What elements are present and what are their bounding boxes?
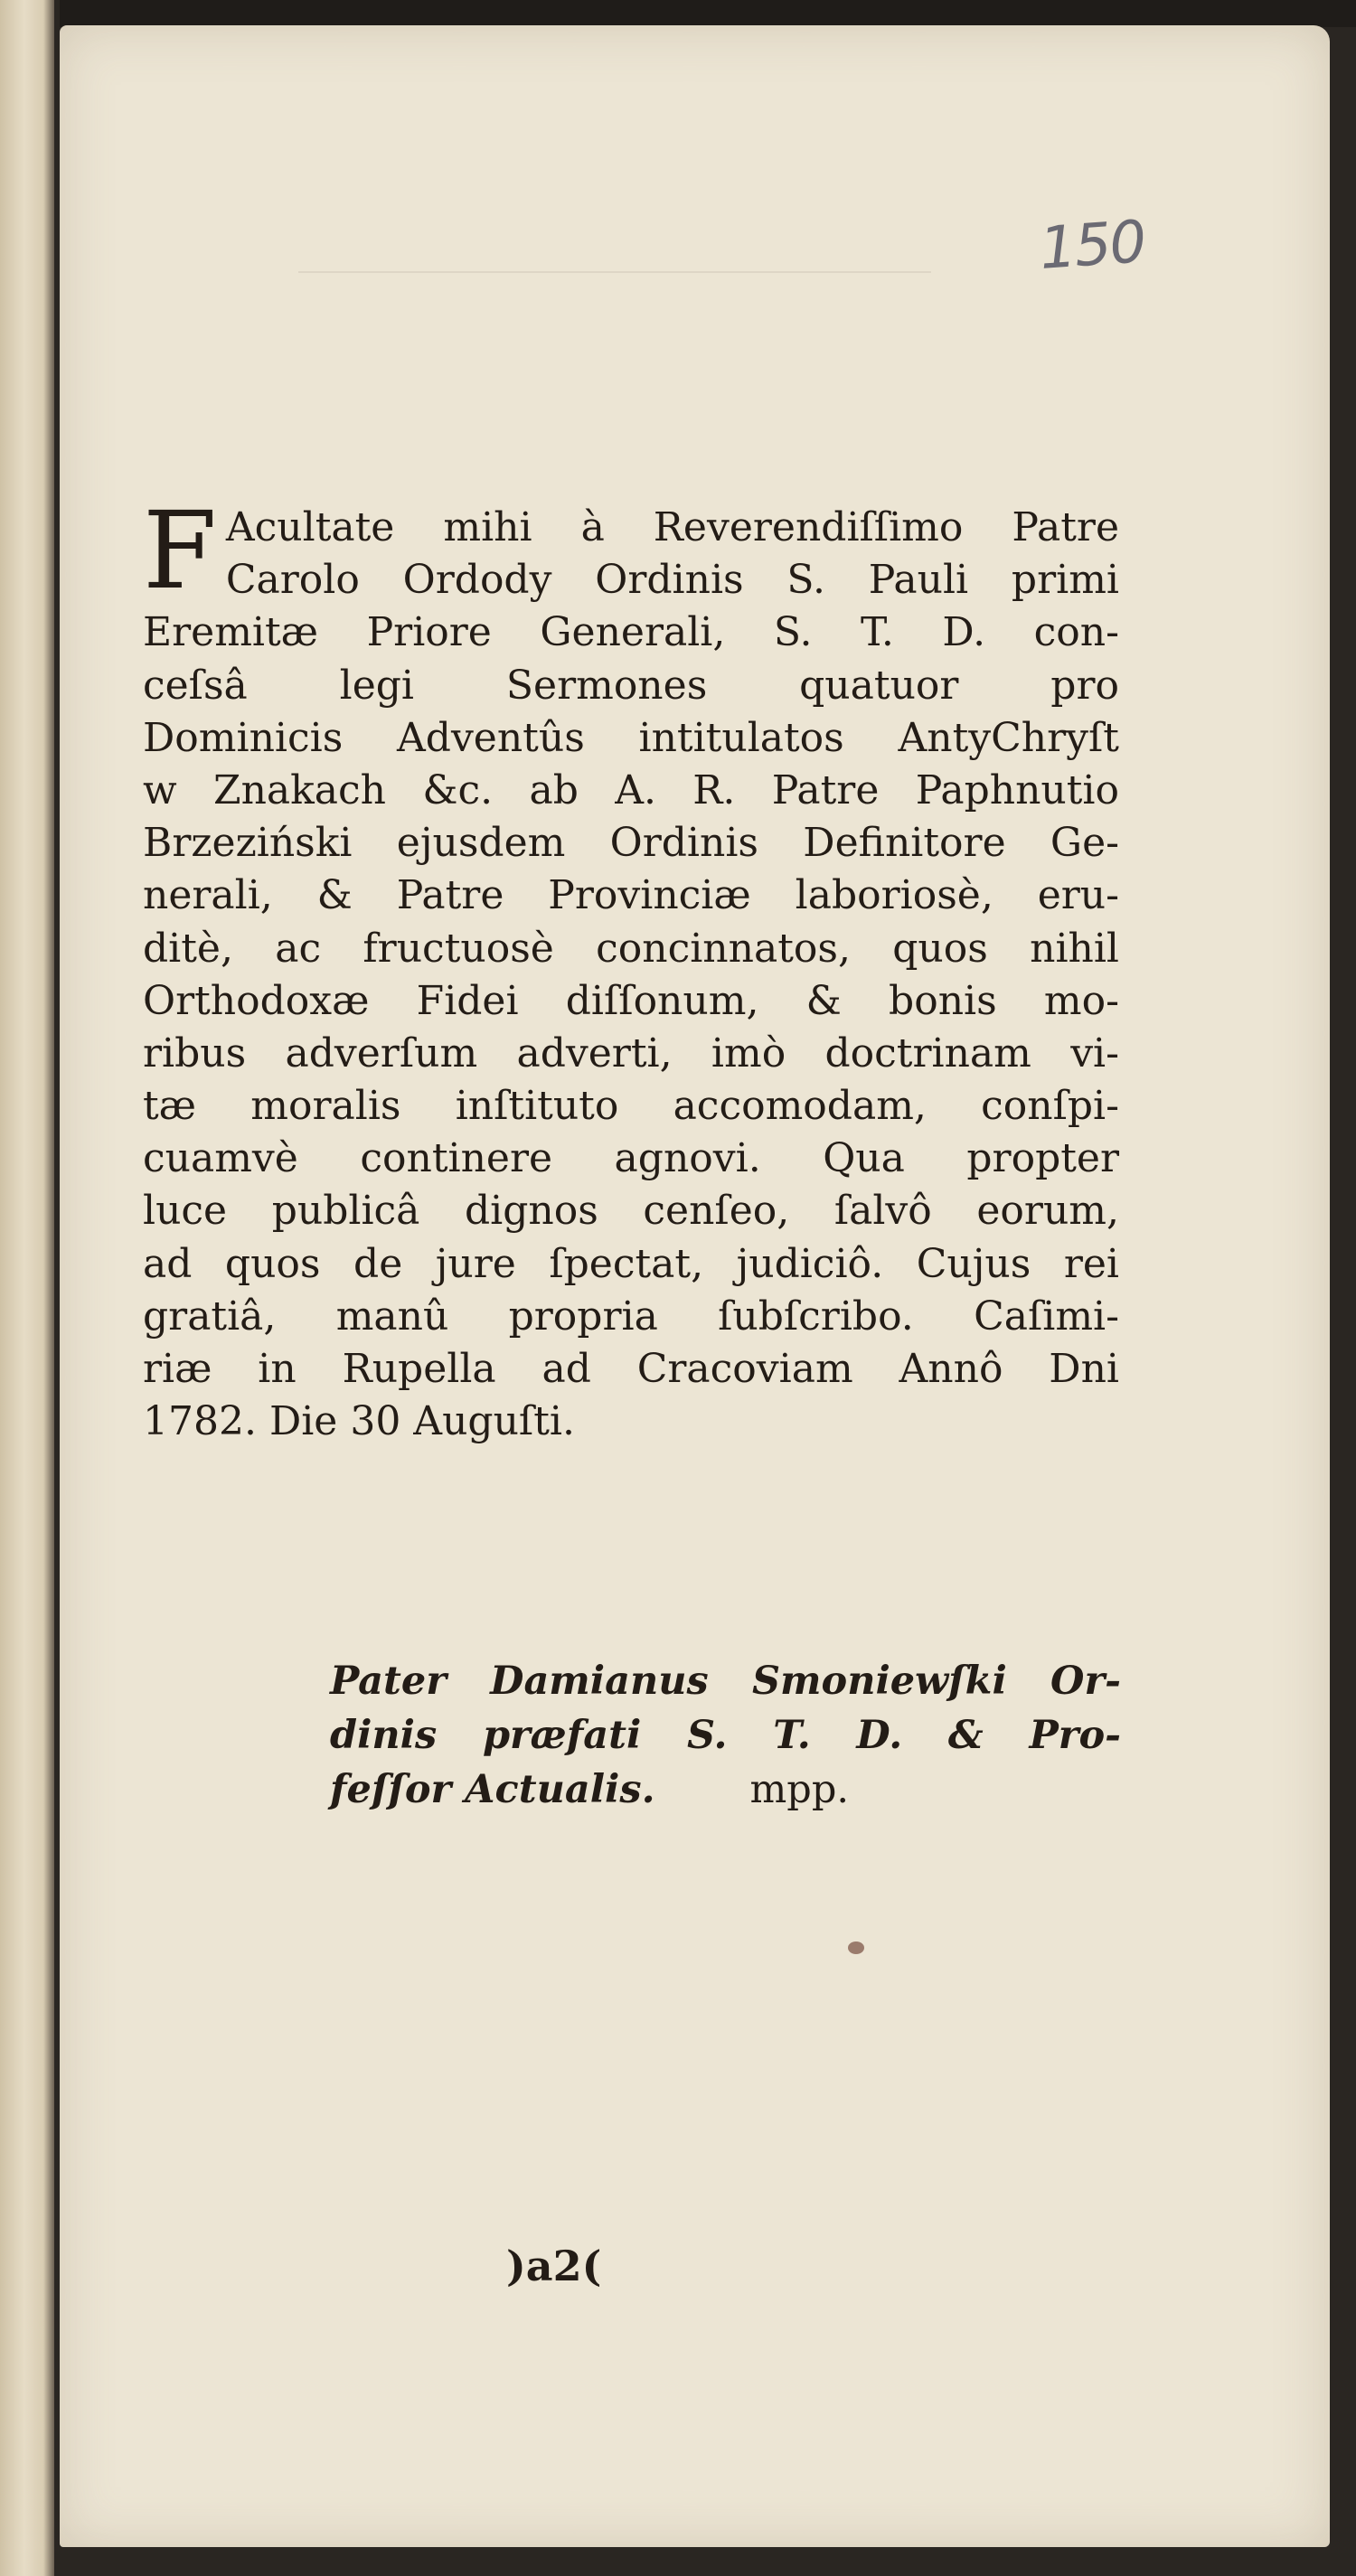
show-through-bleed	[298, 271, 931, 409]
text-line-date: 1782. Die 30 Auguſti.	[143, 1398, 575, 1445]
text-line: Orthodoxæ Fidei diſſonum, & bonis mo-	[143, 977, 1119, 1024]
text-line: ditè, ac fructuosè concinnatos, quos nihil	[143, 925, 1119, 972]
text-line: tæ moralis inſtituto accomodam, conſpi-	[143, 1083, 1119, 1130]
text-line: ribus adverſum adverti, imò doctrinam vi-	[143, 1029, 1119, 1076]
text-line: ceſsâ legi Sermones quatuor pro	[143, 662, 1119, 709]
text-line: cuamvè continere agnovi. Qua propter	[143, 1135, 1119, 1182]
facing-page-edge	[0, 0, 54, 2576]
scan-shadow	[60, 0, 1356, 27]
signature-title: feſſor Actualis.	[330, 1767, 655, 1812]
text-line: gratiâ, manû propria ſubſcribo. Caſimi-	[143, 1293, 1119, 1340]
mpp-abbreviation: mpp.	[749, 1767, 850, 1812]
signature-line: Pater Damianus Smoniewſki Or-	[330, 1659, 1121, 1704]
folio-number: 150	[1037, 209, 1147, 283]
approbation-text	[143, 488, 1119, 1448]
signature-line: dinis præfati S. T. D. & Pro-	[330, 1713, 1121, 1758]
text-line: Brzeziński ejusdem Ordinis Definitore Ge-	[143, 820, 1119, 867]
signature-mark: )a2(	[506, 2242, 602, 2290]
text-line: riæ in Rupella ad Cracoviam Annô Dni	[143, 1346, 1119, 1392]
text-line: Acultate mihi à Reverendiſſimo Patre	[225, 504, 1119, 550]
text-line: Dominicis Adventûs intitulatos AntyChryſt	[143, 714, 1119, 761]
text-line: Eremitæ Priore Generali, S. T. D. con-	[143, 609, 1119, 656]
signature-block	[330, 1654, 1121, 1817]
text-line: w Znakach &c. ab A. R. Patre Paphnutio	[143, 766, 1119, 813]
text-line: Carolo Ordody Ordinis S. Pauli primi	[225, 557, 1119, 604]
ink-blot	[848, 1941, 864, 1954]
drop-cap: F	[143, 488, 217, 613]
text-line: nerali, & Patre Provinciæ laboriosè, eru-	[143, 872, 1119, 919]
text-line: luce publicâ dignos cenſeo, ſalvô eorum,	[143, 1188, 1119, 1235]
text-line: ad quos de jure ſpectat, judiciô. Cujus rei	[143, 1240, 1119, 1287]
signature-line	[330, 1763, 1121, 1817]
